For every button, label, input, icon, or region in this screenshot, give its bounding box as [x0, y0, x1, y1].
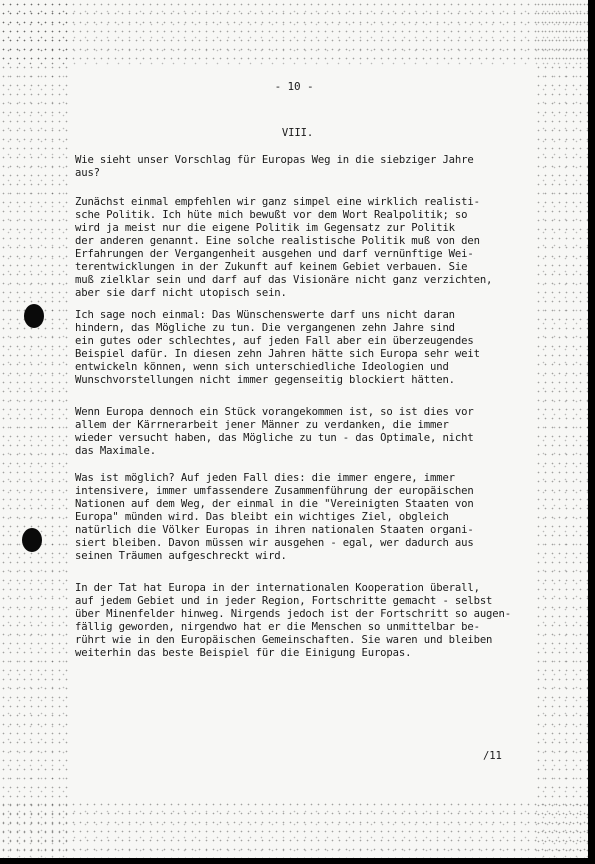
- text-line: terentwicklungen in der Zukunft auf keinem Gebiet verbauen. Sie: [75, 261, 468, 273]
- section-heading: VIII.: [281, 127, 314, 139]
- page-number: - 10 -: [274, 80, 314, 93]
- text-line: Nationen auf dem Weg, der einmal in die "Vereinigten Staaten von: [75, 498, 474, 510]
- text-line: sche Politik. Ich hüte mich bewußt vor dem Wort Realpolitik; so: [75, 209, 468, 221]
- text-line: siert bleiben. Davon müssen wir ausgehen - egal, wer dadurch aus: [75, 537, 474, 549]
- text-line: aber sie darf nicht utopisch sein.: [75, 287, 287, 299]
- text-line: über Minenfelder hinweg. Nirgends jedoch ist der Fortschritt so augen-: [75, 608, 511, 620]
- text-line: Beispiel dafür. In diesen zehn Jahren hätte sich Europa sehr weit: [75, 348, 480, 360]
- text-line: aus?: [75, 167, 100, 179]
- text-line: das Maximale.: [75, 445, 156, 457]
- text-line: Was ist möglich? Auf jeden Fall dies: die immer engere, immer: [75, 472, 455, 484]
- text-line: Erfahrungen der Vergangenheit ausgehen und darf vernünftige Wei-: [75, 248, 474, 260]
- text-line: Wunschvorstellungen nicht immer gegenseitig blockiert hätten.: [75, 374, 455, 386]
- text-line: Wie sieht unser Vorschlag für Europas Weg in die siebziger Jahre: [75, 154, 474, 166]
- text-line: Wenn Europa dennoch ein Stück vorangekommen ist, so ist dies vor: [75, 406, 474, 418]
- text-line: muß zielklar sein und darf auf das Visionäre nicht ganz verzichten,: [75, 274, 493, 286]
- text-line: rührt wie in den Europäischen Gemeinschaften. Sie waren und bleiben: [75, 634, 493, 646]
- text-line: In der Tat hat Europa in der internationalen Kooperation überall,: [75, 582, 480, 594]
- text-line: wieder versucht haben, das Mögliche zu tun - das Optimale, nicht: [75, 432, 474, 444]
- text-line: fällig geworden, nirgendwo hat er die Menschen so unmittelbar be-: [75, 621, 480, 633]
- text-line: der anderen genannt. Eine solche realistische Politik muß von den: [75, 235, 480, 247]
- text-line: weiterhin das beste Beispiel für die Einigung Europas.: [75, 647, 412, 659]
- text-line: hindern, das Mögliche zu tun. Die vergangenen zehn Jahre sind: [75, 322, 455, 334]
- text-line: intensivere, immer umfassendere Zusammenführung der europäischen: [75, 485, 474, 497]
- text-line: entwickeln können, wenn sich unterschiedliche Ideologien und: [75, 361, 449, 373]
- text-line: ein gutes oder schlechtes, auf jeden Fall aber ein überzeugendes: [75, 335, 474, 347]
- text-line: seinen Träumen aufgeschreckt wird.: [75, 550, 287, 562]
- scan-noise-bottom: [0, 800, 588, 858]
- punch-hole-top: [24, 304, 44, 328]
- text-line: allem der Kärrnerarbeit jener Männer zu verdanken, die immer: [75, 419, 449, 431]
- text-line: Zunächst einmal empfehlen wir ganz simpel eine wirklich realisti-: [75, 196, 480, 208]
- punch-hole-bottom: [22, 528, 42, 552]
- text-line: Ich sage noch einmal: Das Wünschenswerte darf uns nicht daran: [75, 309, 455, 321]
- text-line: natürlich die Völker Europas in ihren nationalen Staaten organi-: [75, 524, 474, 536]
- text-line: auf jedem Gebiet und in jeder Region, Fortschritte gemacht - selbst: [75, 595, 493, 607]
- scan-noise-top: [0, 0, 588, 65]
- text-line: Europa" münden wird. Das bleibt ein wichtiges Ziel, obgleich: [75, 511, 449, 523]
- continuation-marker: /11: [483, 750, 502, 762]
- text-line: wird ja meist nur die eigene Politik im Gegensatz zur Politik: [75, 222, 455, 234]
